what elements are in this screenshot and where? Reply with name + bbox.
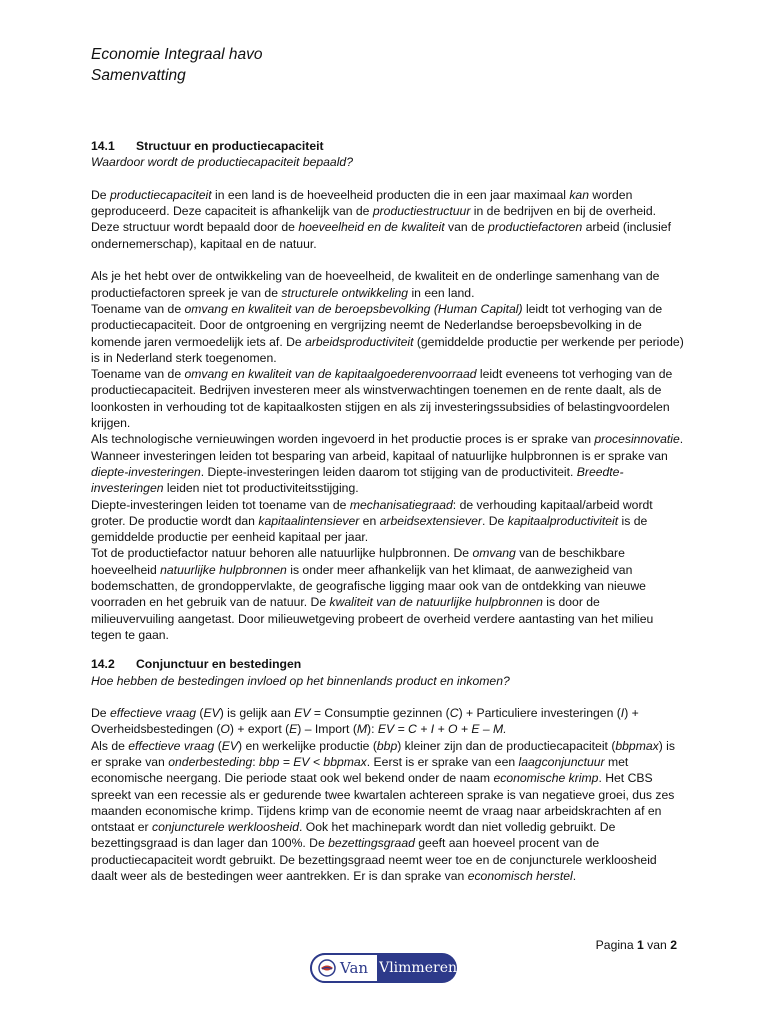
emphasized-term: mechanisatiegraad — [349, 497, 453, 512]
emphasized-term: conjuncturele werkloosheid — [151, 820, 299, 835]
text-run: in een land. — [408, 285, 475, 300]
text-run: leiden niet tot productiviteitsstijging. — [163, 481, 359, 496]
emphasized-term: arbeidsproductiviteit — [305, 334, 414, 349]
text-run: : de verhouding kapitaal/arbeid wordt groter. De productie wordt dan — [91, 497, 653, 528]
paragraph — [91, 738, 686, 885]
paragraph — [91, 187, 686, 252]
text-run: . De — [481, 513, 508, 528]
emphasized-term: EV = C + I + O + E – M. — [377, 722, 507, 737]
emphasized-term: E — [289, 722, 298, 737]
text-run: ) en werkelijke productie ( — [238, 738, 377, 753]
emphasized-term: arbeidsextensiever — [379, 513, 482, 528]
text-run: ): — [367, 722, 378, 737]
text-run: . Eerst is er sprake van een — [366, 754, 519, 769]
text-run: en — [359, 513, 380, 528]
text-run: Toename van de — [91, 301, 185, 316]
emphasized-term: Breedte-investeringen — [91, 464, 624, 496]
text-run: ) is gelijk aan — [219, 706, 295, 721]
text-run: . — [572, 869, 577, 884]
emphasized-term: diepte-investeringen — [91, 464, 201, 479]
emphasized-term: bbpmax — [615, 738, 659, 753]
emphasized-term: kapitaalproductiviteit — [507, 513, 619, 528]
paragraph — [91, 431, 686, 496]
text-run: Als je het hebt over de ontwikkeling van de hoeveelheid, de kwaliteit en de onderlinge samenhang van de productiefactoren spreek je van de — [91, 269, 660, 300]
emphasized-term: economisch herstel — [467, 869, 573, 884]
header-subtitle: Samenvatting — [91, 67, 186, 84]
text-run: ) + Overheidsbestedingen ( — [91, 706, 639, 737]
text-run: worden geproduceerd. Deze capaciteit is afhankelijk van de — [91, 187, 633, 219]
section-title: Conjunctuur en bestedingen — [136, 657, 302, 672]
section-14-1-heading — [91, 138, 686, 154]
text-run: met economische neergang. Die periode staat ook wel bekend onder de naam — [91, 754, 629, 786]
text-run: Als de — [91, 738, 129, 753]
emphasized-term: natuurlijke hulpbronnen — [160, 562, 287, 577]
emphasized-term: structurele ontwikkeling — [281, 285, 409, 300]
emphasized-term: omvang — [472, 546, 516, 561]
page-current: 1 — [637, 938, 644, 952]
text-run: . Het CBS spreekt van een recessie als er gedurende twee kwartalen achtereen sprake is van negatieve groei, dus zes maanden economische krimp. Tijdens krimp van de economie neemt de vraag naar arbeidskrachten af en ontstaat er — [91, 771, 675, 835]
emphasized-term: kapitaalintensiever — [258, 513, 360, 528]
emphasized-term: EV — [221, 738, 239, 753]
section-number: 14.1 — [91, 139, 115, 153]
page-label: Pagina — [595, 938, 634, 952]
text-run: De — [91, 187, 110, 202]
text-run: leidt eveneens tot verhoging van de productiecapaciteit. Bedrijven investeren meer als winstverwachtingen toenemen en de rente daalt, als de loonkosten in verhouding tot de kapitaalkosten stijgen en als zij investeringssubsidies of belastingvoordelen krijgen. — [91, 367, 673, 431]
text-run: in een land is de hoeveelheid producten die in een jaar maximaal — [211, 187, 570, 202]
paragraph — [91, 301, 686, 366]
document-header — [91, 44, 262, 86]
section-number: 14.2 — [91, 657, 115, 672]
emphasized-term: EV — [203, 706, 220, 721]
text-run: van de — [444, 220, 489, 235]
document-body — [91, 138, 686, 884]
text-run: De — [91, 706, 110, 721]
text-run: ) is er sprake van — [91, 738, 675, 769]
emphasized-term: I — [620, 706, 625, 721]
text-run: Tot de productiefactor natuur behoren alle natuurlijke hulpbronnen. De — [91, 546, 473, 561]
emphasized-term: laagconjunctuur — [518, 754, 605, 769]
page-of-label: van — [647, 938, 667, 952]
emphasized-term: onderbesteding — [168, 754, 253, 769]
text-run: ) – Import ( — [297, 722, 357, 737]
emphasized-term: bezettingsgraad — [328, 836, 415, 851]
text-run: . Wanneer investeringen leiden tot besparing van arbeid, kapitaal of natuurlijke hulpbronnen is er sprake van — [91, 432, 684, 463]
page-number — [596, 938, 677, 952]
emphasized-term: productiestructuur — [372, 204, 471, 219]
logo-text-van: Van — [340, 959, 369, 977]
section-question: Waardoor wordt de productiecapaciteit bepaald? — [91, 155, 353, 170]
van-vlimmeren-logo — [310, 953, 457, 983]
text-run: . Ook het machinepark wordt dan niet volledig gebruikt. De bezettingsgraad is dan lager dan 100%. De — [91, 820, 616, 851]
section-title: Structuur en productiecapaciteit — [136, 139, 324, 153]
emphasized-term: EV — [294, 706, 311, 721]
paragraph — [91, 366, 686, 431]
emphasized-term: omvang en kwaliteit van de kapitaalgoederenvoorraad — [184, 367, 477, 382]
text-run: is onder meer afhankelijk van het klimaat, de aanwezigheid van bodemschatten, de grondoppervlakte, de geografische ligging maar ook van de ontdekking van nieuwe voorraden en het gebruik van de natuur. De — [91, 562, 646, 610]
text-run: (gemiddelde productie per werkende per periode) is in Nederland sterk toegenomen. — [91, 334, 684, 365]
text-run: ) kleiner zijn dan de productiecapaciteit ( — [397, 738, 616, 753]
text-run: leidt tot verhoging van de productiecapaciteit. Door de ontgroening en vergrijzing neemt de Nederlandse beroepsbevolking in de komende jaren vermoedelijk iets af. De — [91, 301, 663, 349]
paragraph — [91, 497, 686, 546]
emphasized-term: C — [449, 706, 459, 721]
text-run: is door de milieuvervuiling aangetast. Door milieuwetgeving probeert de overheid verdere aantasting van het milieu tegen te gaan. — [91, 595, 654, 642]
emphasized-term: procesinnovatie — [594, 432, 680, 447]
text-run: in de bedrijven en bij de overheid. Deze structuur wordt bepaald door de — [91, 204, 657, 235]
text-run: arbeid (inclusief ondernemerschap), kapitaal en de natuur. — [91, 220, 671, 251]
emphasized-term: omvang en kwaliteit van de beroepsbevolking (Human Capital) — [184, 301, 523, 316]
text-run: ( — [214, 738, 222, 753]
logo-emblem-icon — [318, 959, 336, 977]
emphasized-term: hoeveelheid en de kwaliteit — [298, 220, 445, 235]
emphasized-term: bbp — [376, 738, 398, 753]
emphasized-term: O — [220, 722, 230, 737]
section-14-2-heading — [91, 656, 686, 672]
page-total: 2 — [670, 938, 677, 952]
paragraph — [91, 545, 686, 643]
text-run: ( — [196, 706, 204, 721]
emphasized-term: economische krimp — [493, 771, 599, 786]
text-run: : — [252, 754, 260, 769]
text-run: Toename van de — [91, 367, 185, 382]
paragraph — [91, 705, 686, 738]
text-run: ) + export ( — [229, 722, 290, 737]
emphasized-term: kan — [569, 187, 589, 202]
text-run: Als technologische vernieuwingen worden ingevoerd in het productie proces is er sprake van — [91, 432, 595, 447]
emphasized-term: bbp = EV < bbpmax — [259, 754, 367, 769]
emphasized-term: productiecapaciteit — [109, 187, 212, 202]
text-run: Diepte-investeringen leiden tot toename van de — [91, 497, 350, 512]
emphasized-term: kwaliteit van de natuurlijke hulpbronnen — [329, 595, 543, 610]
paragraph — [91, 268, 686, 301]
logo-text-name: Vlimmeren — [379, 960, 457, 976]
emphasized-term: M — [356, 722, 368, 737]
text-run: geeft aan hoeveel procent van de productiecapaciteit wordt gebruikt. De bezettingsgraad neemt weer toe en de conjuncturele werkloosheid daalt weer als de bestedingen weer aantrekken. Er is dan sprake van — [91, 836, 657, 884]
section-question: Hoe hebben de bestedingen invloed op het binnenlands product en inkomen? — [91, 673, 510, 688]
text-run: = Consumptie gezinnen ( — [310, 706, 450, 721]
emphasized-term: productiefactoren — [488, 220, 583, 235]
header-title: Economie Integraal havo — [91, 46, 263, 63]
text-run: van de beschikbare hoeveelheid — [91, 546, 625, 577]
emphasized-term: effectieve vraag — [128, 738, 215, 753]
emphasized-term: effectieve vraag — [109, 706, 197, 721]
text-run: ) + Particuliere investeringen ( — [458, 706, 621, 721]
text-run: . Diepte-investeringen leiden daarom tot stijging van de productiviteit. — [200, 464, 577, 479]
text-run: is de gemiddelde productie per eenheid kapitaal per jaar. — [91, 513, 648, 545]
